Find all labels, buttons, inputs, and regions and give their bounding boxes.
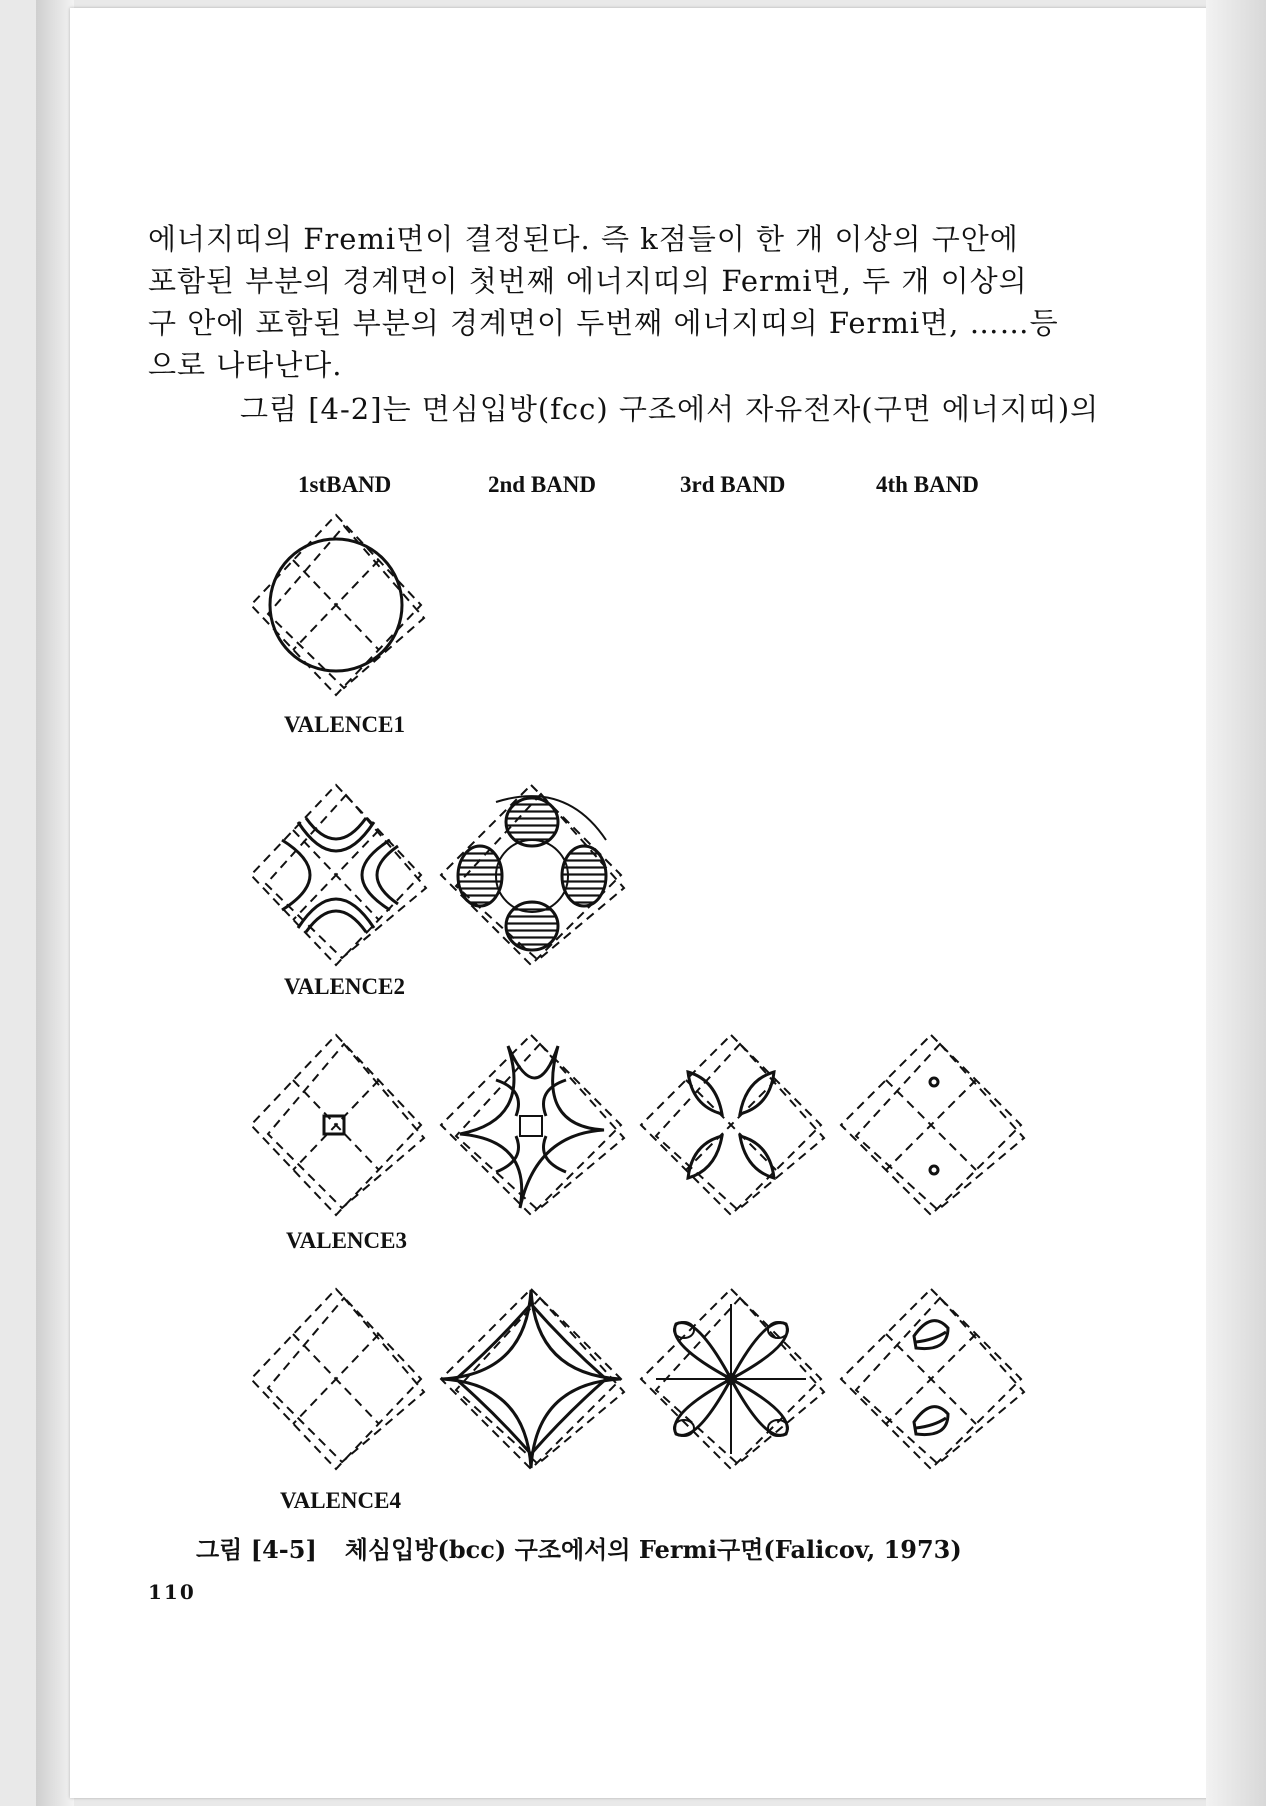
page-number: 110	[148, 1580, 196, 1604]
band-label-4: 4th BAND	[876, 472, 979, 497]
book-spine-shadow	[36, 0, 74, 1806]
band-label-2: 2nd BAND	[488, 472, 597, 497]
valence-label-2: VALENCE2	[284, 974, 405, 999]
fermi-surface-v2-band2	[436, 780, 626, 970]
paragraph-line-5: 그림 [4-2]는 면심입방(fcc) 구조에서 자유전자(구면 에너지띠)의	[240, 392, 1100, 426]
fermi-surface-v3-band1	[246, 1030, 426, 1220]
fermi-surface-v4-band4	[836, 1284, 1026, 1474]
caption-title: 체심입방(bcc) 구조에서의 Fermi구면(Falicov, 1973)	[344, 1535, 962, 1564]
paragraph-line-1: 에너지띠의 Fremi면이 결정된다. 즉 k점들이 한 개 이상의 구안에	[148, 222, 1019, 256]
fermi-surface-v3-band4	[836, 1030, 1026, 1220]
paragraph-line-2: 포함된 부분의 경계면이 첫번째 에너지띠의 Fermi면, 두 개 이상의	[148, 264, 1028, 298]
paragraph-line-3: 구 안에 포함된 부분의 경계면이 두번째 에너지띠의 Fermi면, ……등	[148, 306, 1059, 340]
valence-label-1: VALENCE1	[284, 712, 405, 737]
fermi-surface-v3-band2	[436, 1030, 626, 1220]
fermi-surface-v4-band2	[436, 1284, 626, 1474]
fermi-surface-v3-band3	[636, 1030, 826, 1220]
band-label-1: 1stBAND	[298, 472, 392, 497]
valence-label-4: VALENCE4	[280, 1488, 401, 1513]
fermi-surface-v4-band3	[636, 1284, 826, 1474]
fermi-surface-v4-band1	[246, 1284, 426, 1474]
figure-caption	[196, 1530, 962, 1565]
valence-label-3: VALENCE3	[286, 1228, 407, 1253]
fermi-surface-v2-band1	[246, 780, 426, 970]
paragraph-line-4: 으로 나타난다.	[148, 348, 343, 382]
fermi-surface-v1-band1	[246, 510, 426, 700]
caption-number: 그림 [4-5]	[196, 1535, 317, 1564]
page-edge	[1206, 0, 1266, 1806]
band-label-3: 3rd BAND	[680, 472, 786, 497]
